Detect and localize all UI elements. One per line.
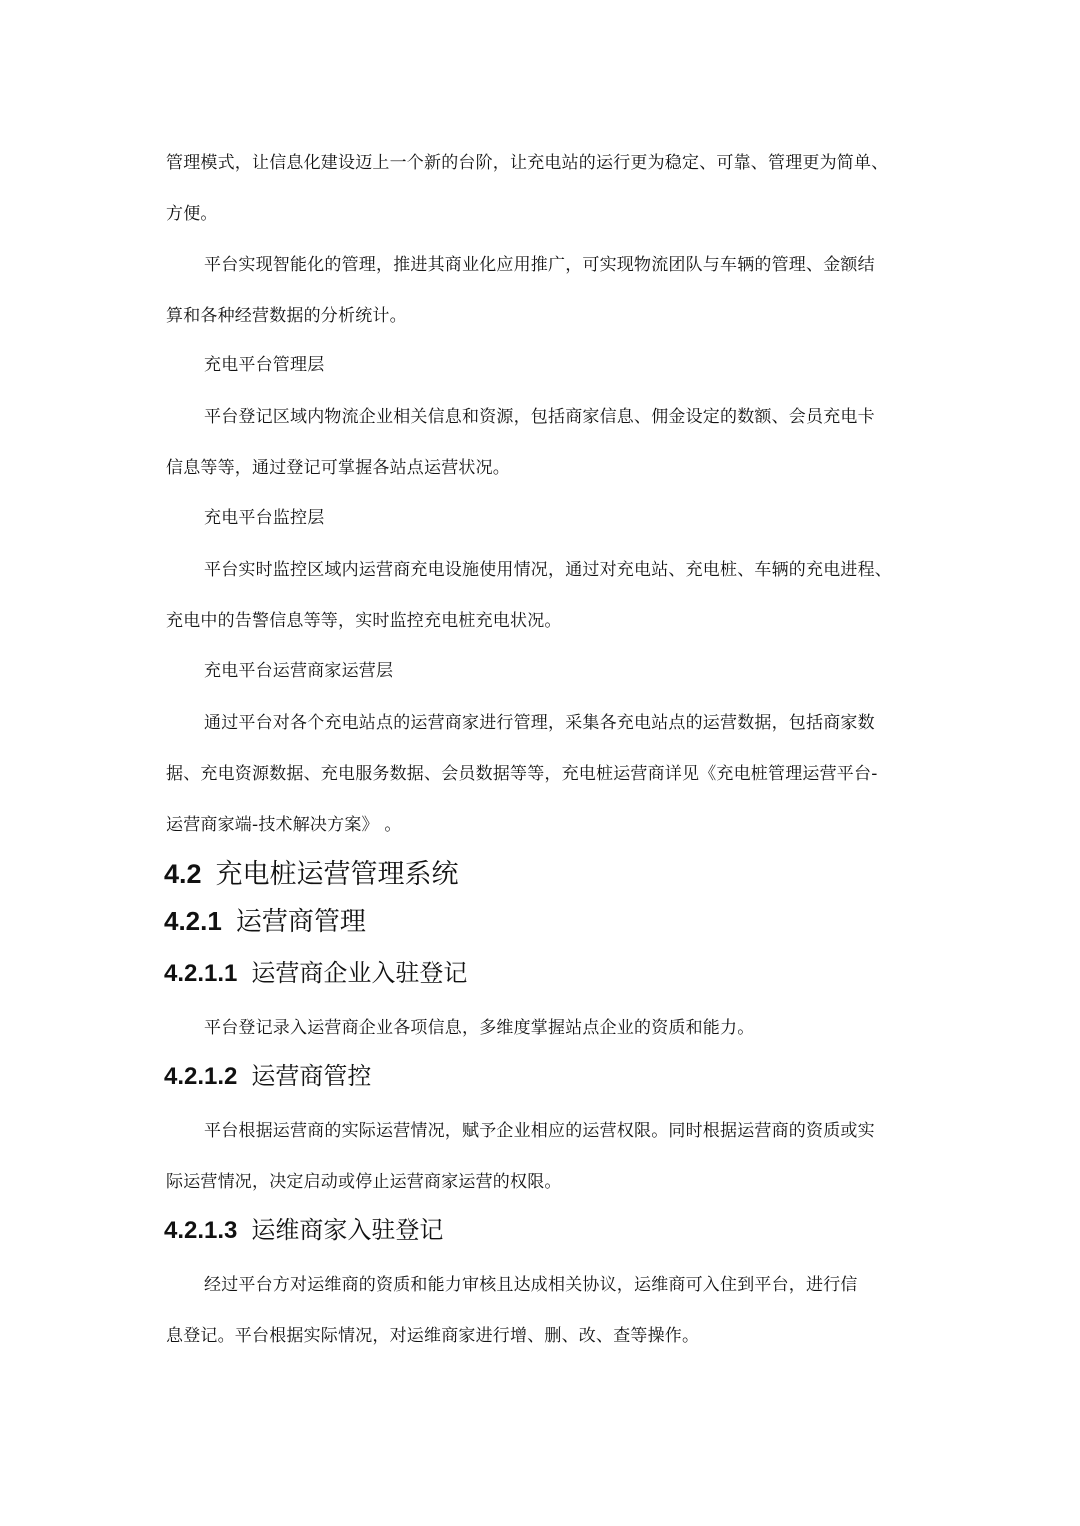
heading-number: 4.2.1.3 — [164, 1217, 238, 1244]
heading-text: 运营商管控 — [251, 1062, 372, 1090]
paragraph-line: 信息等等，通过登记可掌握各站点运营状况。 — [166, 458, 510, 478]
heading-4-2-1-1 — [164, 957, 467, 990]
paragraph-line: 方便。 — [166, 204, 218, 224]
heading-text: 运维商家入驻登记 — [251, 1216, 444, 1244]
paragraph-line: 际运营情况，决定启动或停止运营商家运营的权限。 — [166, 1172, 562, 1192]
heading-4-2 — [164, 856, 459, 893]
heading-text: 充电桩运营管理系统 — [215, 859, 459, 890]
paragraph-line: 通过平台对各个充电站点的运营商家进行管理，采集各充电站点的运营数据，包括商家数 — [204, 713, 875, 733]
paragraph-line: 充电中的告警信息等等，实时监控充电桩充电状况。 — [166, 611, 562, 631]
heading-number: 4.2.1 — [164, 906, 222, 936]
paragraph-line: 经过平台方对运维商的资质和能力审核且达成相关协议，运维商可入住到平台，进行信 — [204, 1275, 858, 1295]
heading-number: 4.2.1.2 — [164, 1063, 238, 1090]
subsection-label: 充电平台监控层 — [204, 508, 325, 528]
paragraph-line: 据、充电资源数据、充电服务数据、会员数据等等，充电桩运营商详见《充电桩管理运营平台- — [166, 764, 878, 784]
heading-4-2-1-3 — [164, 1214, 443, 1247]
paragraph-line: 运营商家端-技术解决方案》 。 — [166, 815, 402, 835]
paragraph-line: 平台登记区域内物流企业相关信息和资源，包括商家信息、佣金设定的数额、会员充电卡 — [204, 407, 875, 427]
heading-number: 4.2 — [164, 859, 202, 889]
heading-4-2-1 — [164, 904, 366, 939]
paragraph-line: 算和各种经营数据的分析统计。 — [166, 306, 407, 326]
paragraph-line: 平台实现智能化的管理，推进其商业化应用推广，可实现物流团队与车辆的管理、金额结 — [204, 255, 875, 275]
paragraph-line: 息登记。平台根据实际情况，对运维商家进行增、删、改、查等操作。 — [166, 1326, 700, 1346]
heading-4-2-1-2 — [164, 1060, 371, 1093]
heading-text: 运营商企业入驻登记 — [251, 959, 468, 987]
subsection-label: 充电平台运营商家运营层 — [204, 661, 394, 681]
paragraph-line: 管理模式，让信息化建设迈上一个新的台阶，让充电站的运行更为稳定、可靠、管理更为简单、 — [166, 153, 889, 173]
heading-number: 4.2.1.1 — [164, 960, 238, 987]
paragraph-line: 平台实时监控区域内运营商充电设施使用情况，通过对充电站、充电桩、车辆的充电进程、 — [204, 560, 892, 580]
paragraph-line: 平台登记录入运营商企业各项信息，多维度掌握站点企业的资质和能力。 — [204, 1018, 755, 1038]
heading-text: 运营商管理 — [235, 907, 366, 937]
paragraph-line: 平台根据运营商的实际运营情况，赋予企业相应的运营权限。同时根据运营商的资质或实 — [204, 1121, 875, 1141]
subsection-label: 充电平台管理层 — [204, 355, 325, 375]
